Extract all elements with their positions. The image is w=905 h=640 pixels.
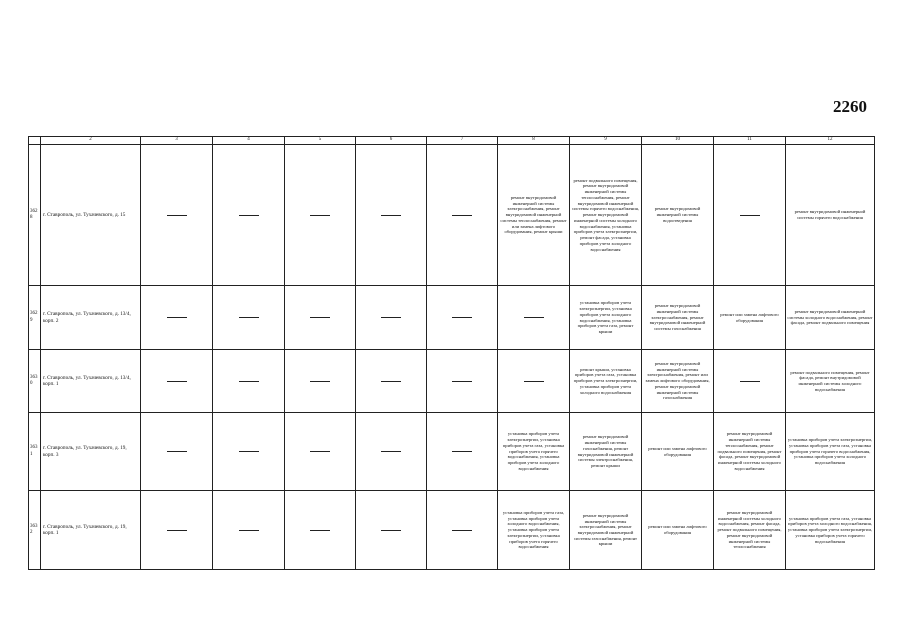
column-number: 4 bbox=[213, 137, 285, 145]
dash-mark bbox=[239, 317, 259, 318]
table-row bbox=[29, 286, 875, 350]
row-number: 3631 bbox=[29, 413, 41, 491]
work-cell-c12: ремонт внутридомовой инженерной системы горячего водоснабжения bbox=[786, 145, 875, 286]
work-cell-c9: установка приборов учета электроэнергии, установка приборов учета холодного водоснабжения, установка приборов учета газа, ремонт крыши bbox=[570, 286, 642, 350]
table-row bbox=[29, 491, 875, 570]
empty-cell bbox=[213, 491, 285, 570]
work-cell-c9: ремонт внутридомовой инженерной системы газоснабжения, ремонт внутридомовой инженерной системы электроснабжения, ремонт крыши bbox=[570, 413, 642, 491]
table-row bbox=[29, 350, 875, 413]
dash-mark bbox=[381, 451, 401, 452]
column-number: 2 bbox=[41, 137, 141, 145]
empty-cell bbox=[213, 145, 285, 286]
empty-cell bbox=[427, 491, 498, 570]
work-cell-c10: ремонт или замена лифтового оборудования bbox=[642, 491, 714, 570]
dash-mark bbox=[740, 381, 760, 382]
dash-mark bbox=[239, 381, 259, 382]
dash-mark bbox=[524, 381, 544, 382]
empty-cell bbox=[285, 350, 356, 413]
work-cell-c12: установка приборов учета электроэнергии, установка приборов учета газа, установка приборов учета горячего водоснабжения, установка приборов учета холодного водоснабжения bbox=[786, 413, 875, 491]
empty-cell bbox=[427, 413, 498, 491]
address-cell: г. Ставрополь, ул. Тухачевского, д. 13/4, корп. 2 bbox=[41, 286, 141, 350]
empty-cell bbox=[427, 145, 498, 286]
column-number: 11 bbox=[714, 137, 786, 145]
dash-mark bbox=[381, 530, 401, 531]
work-cell-c12: ремонт внутридомовой инженерной системы холодного водоснабжения, ремонт фасада, ремонт подвального помещения bbox=[786, 286, 875, 350]
column-number: 9 bbox=[570, 137, 642, 145]
empty-cell bbox=[498, 286, 570, 350]
column-number: 5 bbox=[285, 137, 356, 145]
empty-cell bbox=[356, 286, 427, 350]
dash-mark bbox=[310, 215, 330, 216]
row-number: 3632 bbox=[29, 491, 41, 570]
dash-mark bbox=[239, 530, 259, 531]
work-cell-c9: ремонт подвального помещения, ремонт внутридомовой инженерной системы теплоснабжения, ремонт внутридомовой инженерной системы горячего водоснабжения, ремонт внутридомовой инженерной системы холодного водоснабжения, установка приборов учета электроэнергии, ремонт фасада, установка приборов учета холодного водоснабжения bbox=[570, 145, 642, 286]
work-cell-c10: ремонт внутридомовой инженерной системы водоотведения bbox=[642, 145, 714, 286]
dash-mark bbox=[452, 317, 472, 318]
dash-mark bbox=[310, 451, 330, 452]
table-row bbox=[29, 413, 875, 491]
page-number: 2260 bbox=[833, 97, 867, 116]
work-cell-c12: ремонт подвального помещения, ремонт фасада, ремонт внутридомовой инженерной системы холодного водоснабжения bbox=[786, 350, 875, 413]
dash-mark bbox=[167, 451, 187, 452]
empty-cell bbox=[141, 491, 213, 570]
empty-cell bbox=[213, 286, 285, 350]
dash-mark bbox=[167, 530, 187, 531]
empty-cell bbox=[427, 350, 498, 413]
empty-cell bbox=[356, 413, 427, 491]
dash-mark bbox=[239, 215, 259, 216]
work-cell-c8: установка приборов учета газа, установка приборов учета холодного водоснабжения, установка приборов учета электроэнергии, установка приборов учета горячего водоснабжения bbox=[498, 491, 570, 570]
dash-mark bbox=[524, 317, 544, 318]
empty-cell bbox=[141, 145, 213, 286]
empty-cell bbox=[285, 491, 356, 570]
work-cell-c10: ремонт внутридомовой инженерной системы электроснабжения, ремонт или замена лифтового оборудования, ремонт внутридомовой инженерной системы газоснабжения bbox=[642, 350, 714, 413]
column-number-row bbox=[29, 137, 875, 145]
column-number: 7 bbox=[427, 137, 498, 145]
column-number: 3 bbox=[141, 137, 213, 145]
empty-cell bbox=[285, 413, 356, 491]
dash-mark bbox=[167, 215, 187, 216]
empty-cell bbox=[356, 491, 427, 570]
empty-cell bbox=[498, 350, 570, 413]
address-cell: г. Ставрополь, ул. Тухачевского, д. 13/4, корп. 1 bbox=[41, 350, 141, 413]
dash-mark bbox=[381, 215, 401, 216]
empty-cell bbox=[213, 350, 285, 413]
dash-mark bbox=[310, 381, 330, 382]
repair-schedule-table bbox=[28, 136, 875, 570]
empty-cell bbox=[285, 145, 356, 286]
work-cell-c10: ремонт внутридомовой инженерной системы электроснабжения, ремонт внутридомовой инженерной системы газоснабжения bbox=[642, 286, 714, 350]
row-number: 3629 bbox=[29, 286, 41, 350]
work-cell-c9: ремонт крыши, установка приборов учета газа, установка приборов учета электроэнергии, установка приборов учета холодного водоснабжения bbox=[570, 350, 642, 413]
row-number: 3630 bbox=[29, 350, 41, 413]
dash-mark bbox=[452, 451, 472, 452]
table-row bbox=[29, 145, 875, 286]
dash-mark bbox=[167, 381, 187, 382]
empty-cell bbox=[141, 286, 213, 350]
column-number: 8 bbox=[498, 137, 570, 145]
work-cell-c8: установка приборов учета электроэнергии, установка приборов учета газа, установка приборов учета горячего водоснабжения, установка приборов учета холодного водоснабжения bbox=[498, 413, 570, 491]
row-number: 3628 bbox=[29, 145, 41, 286]
dash-mark bbox=[167, 317, 187, 318]
dash-mark bbox=[239, 451, 259, 452]
work-cell-c11: ремонт или замена лифтового оборудования bbox=[714, 286, 786, 350]
address-cell: г. Ставрополь, ул. Тухачевского, д. 15 bbox=[41, 145, 141, 286]
empty-cell bbox=[141, 350, 213, 413]
column-number: 10 bbox=[642, 137, 714, 145]
dash-mark bbox=[740, 215, 760, 216]
work-cell-c8: ремонт внутридомовой инженерной системы электроснабжения, ремонт внутридомовой инженерной системы теплоснабжения, ремонт или замена лифтового оборудования, ремонт крыши bbox=[498, 145, 570, 286]
empty-cell bbox=[285, 286, 356, 350]
dash-mark bbox=[381, 381, 401, 382]
empty-cell bbox=[356, 350, 427, 413]
empty-cell bbox=[427, 286, 498, 350]
work-cell-c11: ремонт внутридомовой инженерной системы холодного водоснабжения, ремонт фасада, ремонт подвального помещения, ремонт внутридомовой инженерной системы теплоснабжения bbox=[714, 491, 786, 570]
dash-mark bbox=[381, 317, 401, 318]
empty-cell bbox=[141, 413, 213, 491]
column-number: 12 bbox=[786, 137, 875, 145]
address-cell: г. Ставрополь, ул. Тухачевского, д. 19, корп. 1 bbox=[41, 491, 141, 570]
empty-cell bbox=[714, 145, 786, 286]
empty-cell bbox=[356, 145, 427, 286]
column-number bbox=[29, 137, 41, 145]
dash-mark bbox=[452, 381, 472, 382]
empty-cell bbox=[213, 413, 285, 491]
work-cell-c12: установка приборов учета газа, установка приборов учета холодного водоснабжения, установка приборов учета электроэнергии, установка приборов учета горячего водоснабжения bbox=[786, 491, 875, 570]
dash-mark bbox=[310, 317, 330, 318]
dash-mark bbox=[452, 215, 472, 216]
empty-cell bbox=[714, 350, 786, 413]
column-number: 6 bbox=[356, 137, 427, 145]
dash-mark bbox=[452, 530, 472, 531]
dash-mark bbox=[310, 530, 330, 531]
work-cell-c11: ремонт внутридомовой инженерной системы теплоснабжения, ремонт подвального помещения, ремонт фасада, ремонт внутридомовой инженерной системы холодного водоснабжения bbox=[714, 413, 786, 491]
work-cell-c9: ремонт внутридомовой инженерной системы электроснабжения, ремонт внутридомовой инженерной системы газоснабжения, ремонт крыши bbox=[570, 491, 642, 570]
address-cell: г. Ставрополь, ул. Тухачевского, д. 19, корп. 3 bbox=[41, 413, 141, 491]
work-cell-c10: ремонт или замена лифтового оборудования bbox=[642, 413, 714, 491]
